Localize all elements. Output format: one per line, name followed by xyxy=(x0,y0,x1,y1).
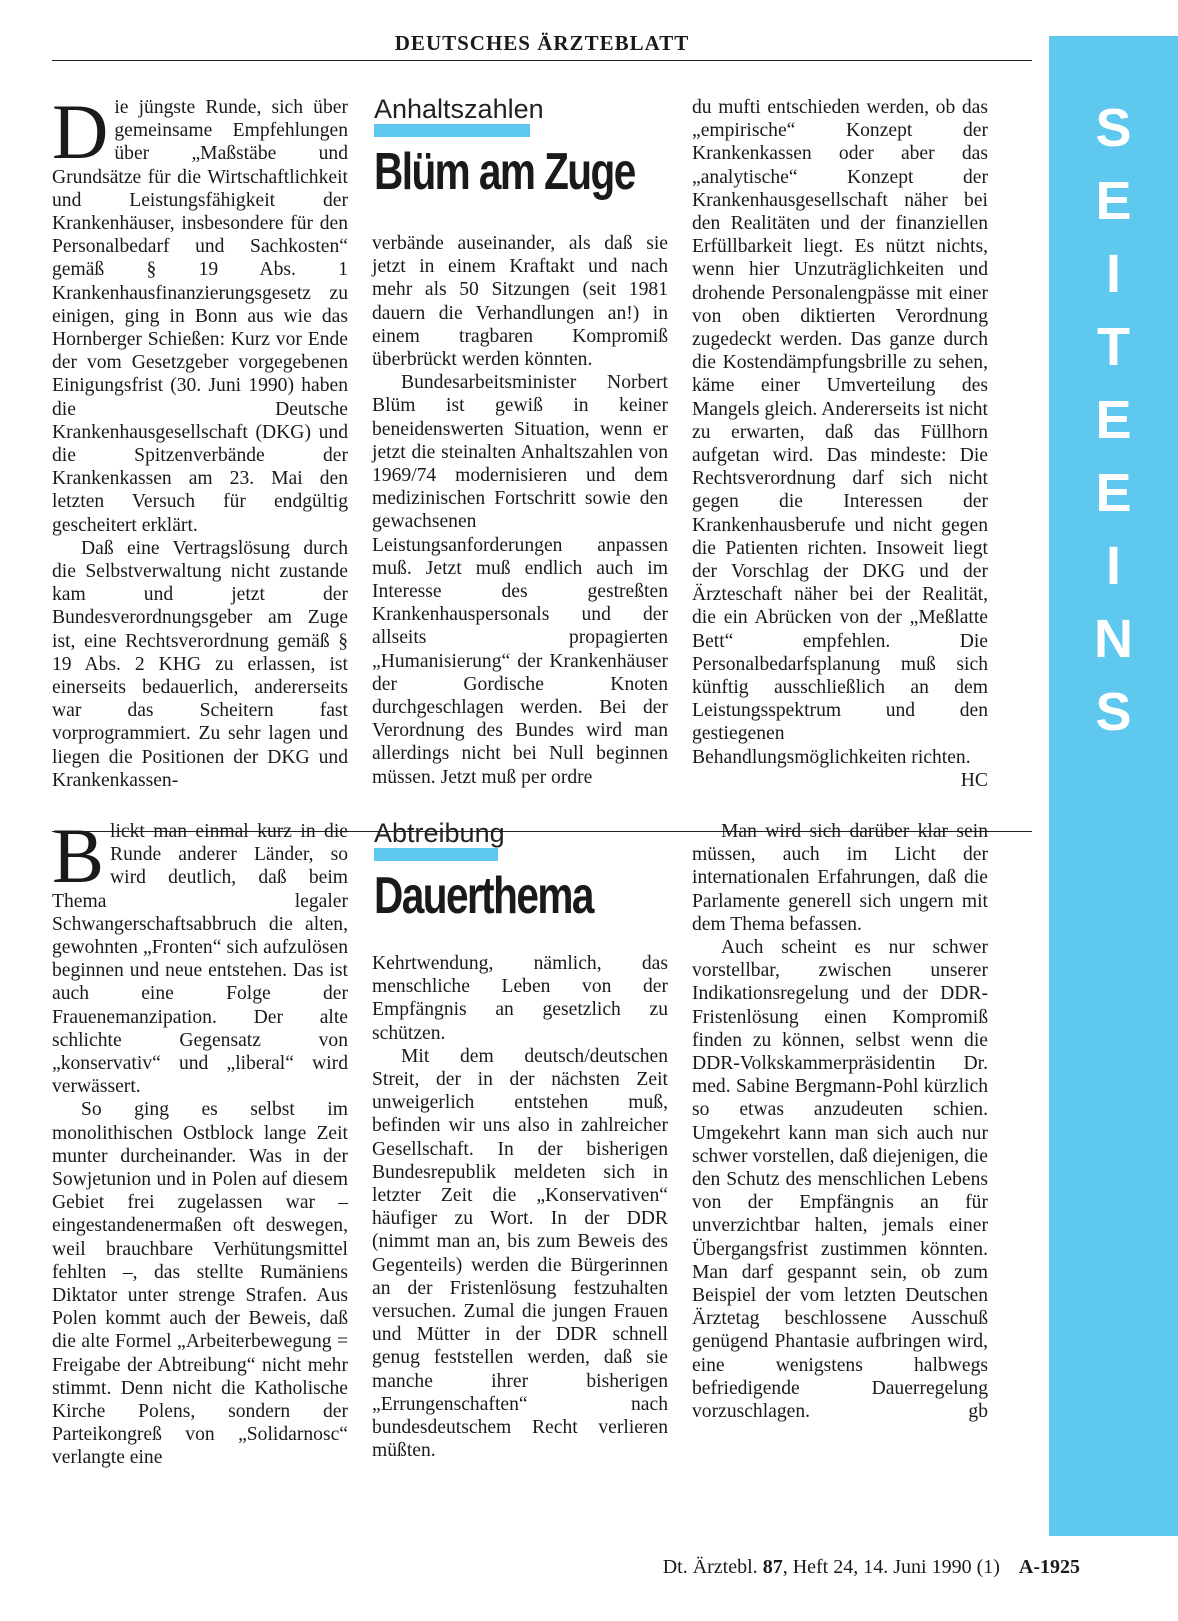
sidebar-letter: S xyxy=(1095,98,1132,158)
paragraph: So ging es selbst im monolithischen Ostblock lange Zeit munter durcheinander. Was in der Sowjetunion und in Polen auf diesem Gebiet frei zugelassen war – eingestandenermaßen oft deswegen, weil brauchbare Verhütungsmittel fehlten –, das stellte Rumäniens Diktator unter strenge Strafen. Aus Polen kommt auch der Beweis, daß die alte Formel „Arbeiterbewegung = Freigabe der Abtreibung“ nicht mehr stimmt. Denn nicht die Katholische Kirche Polens, sondern der Parteikongreß von „Solidarnosc“ verlangte eine xyxy=(52,1099,348,1469)
sidebar-letter: I xyxy=(1105,536,1121,596)
volume-number: 87 xyxy=(762,1556,783,1578)
top-rule xyxy=(52,60,1032,61)
sidebar-letter: E xyxy=(1095,171,1132,231)
sidebar-letter: T xyxy=(1097,317,1130,377)
kicker-bar xyxy=(374,124,530,137)
article1-kicker: Anhaltszahlen xyxy=(374,94,544,124)
masthead: DEUTSCHES ÄRZTEBLATT xyxy=(394,31,690,55)
paragraph: ie jüngste Runde, sich über gemeinsame Empfehlungen über „Maßstäbe und Grundsätze für die Wirtschaftlichkeit und Leistungsfähigkeit der Krankenhäuser, insbesondere für den Personalbedarf und Sachkosten“ gemäß § 19 Abs. 1 Krankenhausfinanzierungsgesetz zu einigen, ging in Bonn aus wie das Hornberger Schießen: Kurz vor Ende der vom Gesetzgeber vorgegebenen Einigungsfrist (30. Juni 1990) haben die Deutsche Krankenhausgesellschaft (DKG) und die Spitzenverbände der Krankenkassen am 23. Mai den letzten Versuch für endgültig gescheitert erklärt. xyxy=(52,97,348,536)
article2-headline: Dauerthema xyxy=(374,867,593,925)
sidebar-letter: E xyxy=(1095,463,1132,523)
paragraph xyxy=(692,936,988,1423)
article2-column1 xyxy=(52,812,348,1470)
journal-name: Dt. Ärztebl. xyxy=(662,1556,758,1578)
paragraph: Bundesarbeitsminister Norbert Blüm ist gewiß in keiner beneidenswerten Situation, wenn er jetzt die steinalten Anhaltszahlen von 1969/74 modernisieren und dem medizinischen Fortschritt sowie den gewachsenen Leistungsanforderungen anpassen muß. Jetzt muß endlich auch im Interesse des gestreßten Krankenhauspersonals und der allseits propagierten „Humanisierung“ der Krankenhäuser der Gordische Knoten durchgeschlagen werden. Bei der Verordnung des Bundes wird man allerdings nicht bei Null beginnen müssen. Jetzt muß per ordre xyxy=(372,372,668,788)
article1-column1 xyxy=(52,88,348,792)
sidebar-letter: I xyxy=(1105,244,1121,304)
page-footer xyxy=(560,1555,1080,1579)
paragraph: verbände auseinander, als daß sie jetzt in einem Kraftakt und nach mehr als 50 Sitzungen (seit 1981 dauern die Verhandlungen an!) in einem tragbaren Kompromiß überbrückt werden könnten. xyxy=(372,233,668,371)
paragraph-text: Auch scheint es nur schwer vorstellbar, zwischen unserer Indikationsregelung und der DDR-Fristenlösung einen Kompromiß finden zu können, selbst wenn die DDR-Volkskammerpräsidentin Dr. med. Sabine Bergmann-Pohl kürzlich so etwas anzudeuten schien. Umgekehrt kann man sich auch nur schwer vorstellen, daß diejenigen, die den Schutz des menschlichen Lebens von der Empfängnis an für unverzichtbar halten, jemals einer Übergangsfrist zustimmen könnten. Man darf gespannt sein, ob zum Beispiel der vom letzten Deutschen Ärztetag beschlossene Ausschuß genügend Phantasie aufbringen wird, eine wenigstens halbwegs befriedigende Dauerregelung vorzuschlagen. xyxy=(692,937,988,1423)
article2-column2 xyxy=(372,952,668,1462)
dropcap: D xyxy=(52,88,109,175)
paragraph: Daß eine Vertragslösung durch die Selbstverwaltung nicht zustande kam und jetzt der Bundesverordnungsgeber am Zuge ist, eine Rechtsverordnung gemäß § 19 Abs. 2 KHG zu erlassen, ist einerseits bedauerlich, andererseits war das Scheitern fast vorprogrammiert. Zu sehr lagen und liegen die Positionen der DKG und Krankenkassen- xyxy=(52,537,348,791)
dropcap: B xyxy=(52,812,105,899)
article1-column2 xyxy=(372,232,668,789)
paragraph: lickt man einmal kurz in die Runde anderer Länder, so wird deutlich, daß beim Thema legaler Schwangerschaftsabbruch die alten, gewohnten „Fronten“ sich aufzulösen beginnen und neue entstehen. Das ist auch eine Folge der Frauenemanzipation. Der alte schlichte Gegensatz von „konservativ“ und „liberal“ wird verwässert. xyxy=(52,821,348,1098)
paragraph xyxy=(692,96,988,791)
paragraph: Man wird sich darüber klar sein müssen, auch im Licht der internationalen Erfahrungen, daß die Parlamente generell sich ungern mit dem Thema befassen. xyxy=(692,821,988,935)
page-number: A-1925 xyxy=(1018,1556,1080,1578)
article2-column3 xyxy=(692,820,988,1423)
article1-headline: Blüm am Zuge xyxy=(374,143,635,201)
kicker-bar xyxy=(374,848,498,861)
sidebar-letter: E xyxy=(1095,390,1132,450)
paragraph: Kehrtwendung, nämlich, das menschliche Leben von der Empfängnis an gesetzlich zu schützen. xyxy=(372,953,668,1044)
article2-kicker: Abtreibung xyxy=(374,818,505,848)
article1-column3 xyxy=(692,96,988,792)
section-sidebar xyxy=(1049,36,1178,1536)
issue-info: , Heft 24, 14. Juni 1990 (1) xyxy=(782,1556,1000,1578)
sidebar-letter: N xyxy=(1094,609,1133,669)
paragraph: Mit dem deutsch/deutschen Streit, der in der nächsten Zeit unweigerlich entstehen muß, befinden wir uns also in zahlreicher Gesellschaft. In der bisherigen Bundesrepublik meldeten sich in letzter Zeit die „Konservativen“ häufiger zu Wort. In der DDR (nimmt man an, bis zum Beweis des Gegenteils) werden die Bürgerinnen an der Fristenlösung festzuhalten versuchen. Zumal die jungen Frauen und Mütter in der DDR schnell genug feststellen werden, daß sie manche ihrer bisherigen „Errungenschaften“ nach bundesdeutschem Recht verlieren müßten. xyxy=(372,1045,668,1462)
author-signature: HC xyxy=(960,769,988,791)
paragraph-text: du mufti entschieden werden, ob das „empirische“ Konzept der Krankenkassen oder aber das „analytische“ Konzept der Krankenhausgesellschaft näher bei den Realitäten und der finanziellen Erfüllbarkeit liegt. Es nützt nichts, wenn hier Unzuträglichkeiten und drohende Personalengpässe mit einer von oben diktierten Verordnung zugedeckt werden. Das ganze durch die Kostendämpfungsbrille zu sehen, käme einer Umverteilung des Mangels gleich. Andererseits ist nicht zu erwarten, daß das Füllhorn aufgetan wird. Das mindeste: Die Rechtsverordnung darf sich nicht gegen die Interessen der Krankenhausberufe und nicht gegen die Patienten richten. Insoweit liegt der Vorschlag der DKG und der Ärzteschaft näher bei der Realität, die ein Abrücken von der „Meßlatte Bett“ empfehlen. Die Personalbedarfsplanung muß sich künftig ausschließlich an dem Leistungsspektrum und den gestiegenen Behandlungsmöglichkeiten richten. xyxy=(692,97,988,768)
sidebar-letter: S xyxy=(1095,682,1132,742)
author-signature: gb xyxy=(968,1401,988,1423)
